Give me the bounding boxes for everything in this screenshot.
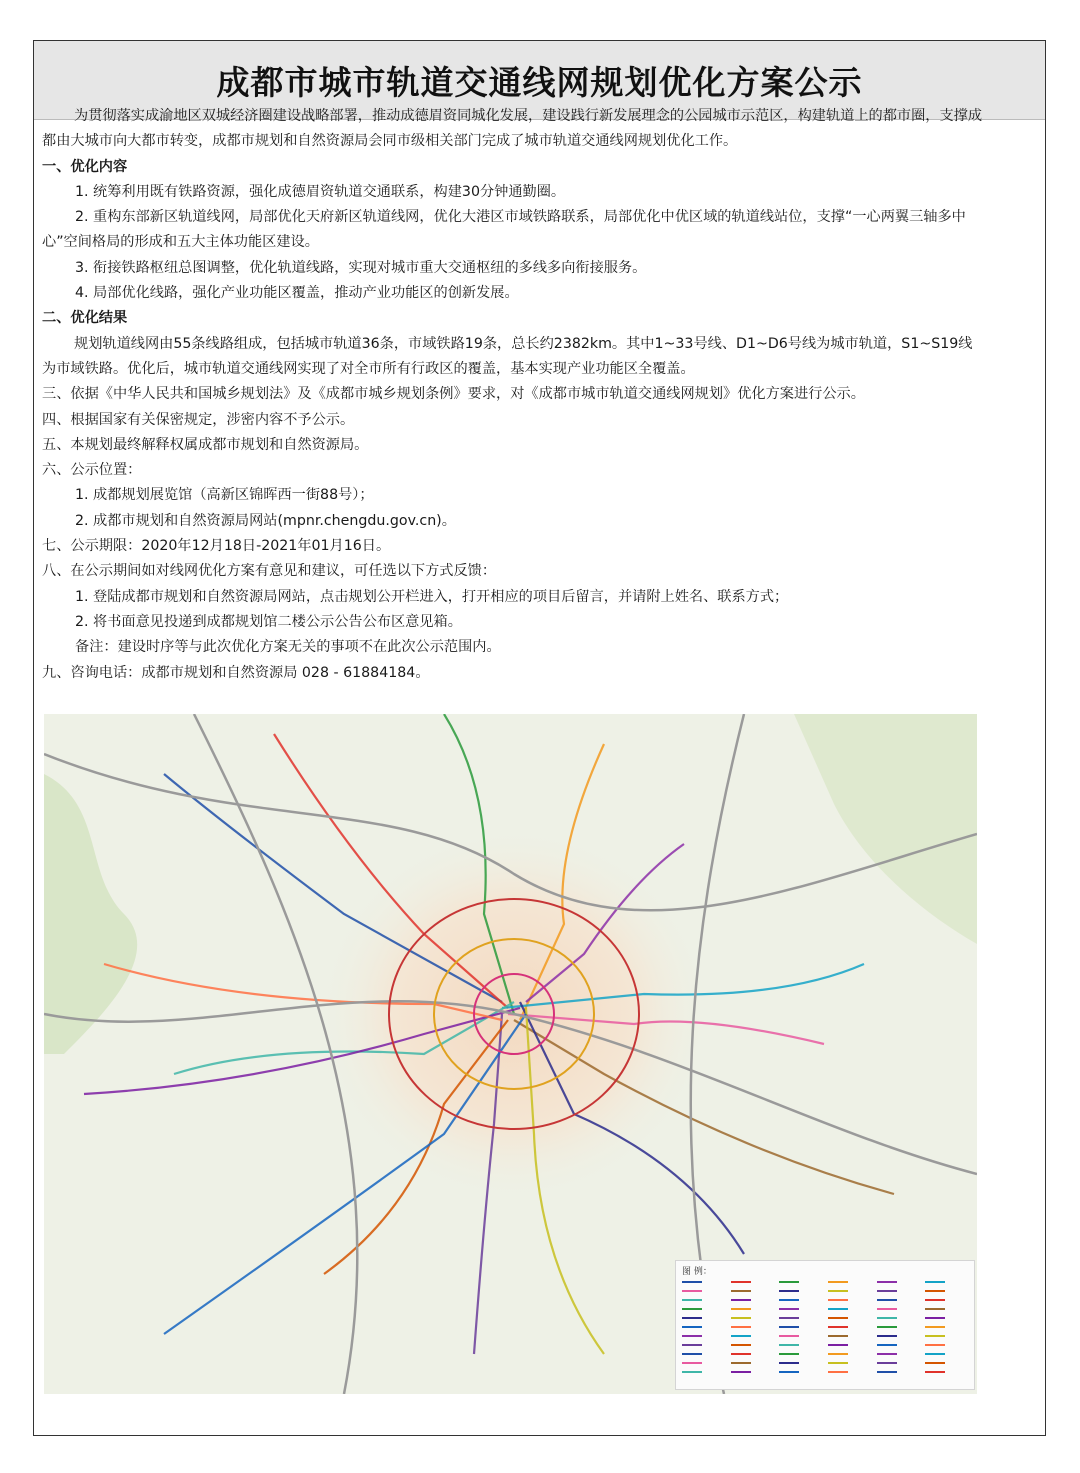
legend-item (828, 1358, 875, 1367)
legend-swatch (779, 1290, 799, 1292)
legend-item (682, 1277, 729, 1286)
legend-item (731, 1349, 778, 1358)
legend-item (877, 1313, 924, 1322)
legend-swatch (925, 1308, 945, 1310)
section6-item: 1. 成都规划展览馆（高新区锦晖西一街88号）； (75, 487, 374, 504)
legend-swatch (925, 1281, 945, 1283)
legend-item (828, 1367, 875, 1376)
legend-swatch (828, 1308, 848, 1310)
legend-swatch (779, 1317, 799, 1319)
legend-item (877, 1295, 924, 1304)
legend-swatch (682, 1362, 702, 1364)
legend-item (828, 1286, 875, 1295)
legend-item (877, 1277, 924, 1286)
legend-item (779, 1286, 826, 1295)
legend-item (779, 1340, 826, 1349)
legend-swatch (828, 1353, 848, 1355)
legend-item (682, 1340, 729, 1349)
legend-swatch (828, 1290, 848, 1292)
legend-swatch (731, 1362, 751, 1364)
legend-swatch (828, 1371, 848, 1373)
legend-item (925, 1349, 972, 1358)
legend-item (877, 1349, 924, 1358)
legend-item (682, 1367, 729, 1376)
legend-item (779, 1277, 826, 1286)
legend-swatch (877, 1353, 897, 1355)
legend-swatch (925, 1290, 945, 1292)
legend-swatch (925, 1362, 945, 1364)
legend-item (779, 1367, 826, 1376)
legend-item (682, 1358, 729, 1367)
legend-swatch (877, 1335, 897, 1337)
legend-swatch (877, 1290, 897, 1292)
legend-item (925, 1322, 972, 1331)
legend-item (828, 1277, 875, 1286)
legend-swatch (877, 1281, 897, 1283)
legend-item (731, 1367, 778, 1376)
legend-item (779, 1295, 826, 1304)
legend-swatch (877, 1308, 897, 1310)
legend-swatch (779, 1281, 799, 1283)
legend-swatch (925, 1317, 945, 1319)
section8-note: 备注：建设时序等与此次优化方案无关的事项不在此次公示范围内。 (75, 639, 501, 656)
notice-body (42, 104, 982, 686)
legend-swatch (779, 1335, 799, 1337)
legend-item (731, 1286, 778, 1295)
legend-item (925, 1340, 972, 1349)
legend-item (925, 1331, 972, 1340)
legend-item (925, 1358, 972, 1367)
legend-item (828, 1331, 875, 1340)
legend-item (731, 1340, 778, 1349)
legend-swatch (779, 1371, 799, 1373)
map-legend (675, 1260, 975, 1390)
legend-swatch (779, 1344, 799, 1346)
legend-item (682, 1286, 729, 1295)
legend-swatch (682, 1326, 702, 1328)
legend-item (828, 1295, 875, 1304)
section2-heading: 二、优化结果 (42, 310, 128, 327)
legend-swatch (682, 1290, 702, 1292)
legend-item (779, 1349, 826, 1358)
legend-item (731, 1358, 778, 1367)
legend-swatch (779, 1362, 799, 1364)
section5-text: 五、本规划最终解释权属成都市规划和自然资源局。 (42, 436, 369, 453)
legend-swatch (779, 1326, 799, 1328)
legend-item (682, 1304, 729, 1313)
section8-heading: 八、在公示期间如对线网优化方案有意见和建议，可任选以下方式反馈： (42, 563, 497, 580)
legend-item (877, 1304, 924, 1313)
legend-item (925, 1367, 972, 1376)
legend-swatch (731, 1317, 751, 1319)
section8-item: 1. 登陆成都市规划和自然资源局网站，点击规划公开栏进入，打开相应的项目后留言，并请附上姓名、联系方式； (75, 588, 789, 605)
section8-item: 2. 将书面意见投递到成都规划馆二楼公示公告公布区意见箱。 (75, 613, 462, 630)
page-title: 成都市城市轨道交通线网规划优化方案公示 (216, 62, 863, 102)
legend-swatch (828, 1326, 848, 1328)
legend-swatch (682, 1308, 702, 1310)
legend-swatch (828, 1281, 848, 1283)
legend-item (828, 1340, 875, 1349)
legend-item (682, 1313, 729, 1322)
legend-item (925, 1295, 972, 1304)
legend-swatch (682, 1371, 702, 1373)
legend-swatch (828, 1299, 848, 1301)
section9-text: 九、咨询电话：成都市规划和自然资源局 028 - 61884184。 (42, 664, 430, 681)
legend-swatch (731, 1299, 751, 1301)
section6-item: 2. 成都市规划和自然资源局网站(mpnr.chengdu.gov.cn)。 (75, 512, 456, 529)
legend-swatch (779, 1299, 799, 1301)
legend-item (682, 1322, 729, 1331)
legend-swatch (731, 1326, 751, 1328)
section7-text: 七、公示期限：2020年12月18日-2021年01月16日。 (42, 538, 391, 555)
section4-text: 四、根据国家有关保密规定，涉密内容不予公示。 (42, 411, 355, 428)
legend-item (779, 1304, 826, 1313)
legend-item (779, 1322, 826, 1331)
legend-item (828, 1349, 875, 1358)
legend-title: 图 例： (682, 1267, 712, 1277)
legend-swatch (828, 1335, 848, 1337)
legend-swatch (877, 1362, 897, 1364)
legend-swatch (925, 1344, 945, 1346)
legend-item (925, 1277, 972, 1286)
legend-item (925, 1304, 972, 1313)
legend-item (731, 1304, 778, 1313)
section1-heading: 一、优化内容 (42, 158, 128, 175)
legend-item (682, 1331, 729, 1340)
section1-item: 1. 统筹利用既有铁路资源，强化成德眉资轨道交通联系，构建30分钟通勤圈。 (75, 183, 566, 200)
legend-swatch (682, 1281, 702, 1283)
legend-swatch (731, 1353, 751, 1355)
section3-text: 三、依据《中华人民共和国城乡规划法》及《成都市城乡规划条例》要求，对《成都市城市轨道交通线网规划》优化方案进行公示。 (42, 386, 865, 403)
legend-item (925, 1313, 972, 1322)
section2-text: 规划轨道线网由55条线路组成，包括城市轨道36条，市域铁路19条，总长约2382km。其中1~33号线、D1~D6号线为城市轨道，S1~S19线为市域铁路。优化后，城市轨道交通线网实现了对全市所有行政区的覆盖，基本实现产业功能区全覆盖。 (42, 335, 973, 377)
legend-swatch (877, 1299, 897, 1301)
legend-swatch (925, 1335, 945, 1337)
legend-item (682, 1349, 729, 1358)
legend-item (877, 1340, 924, 1349)
legend-swatch (682, 1353, 702, 1355)
legend-swatch (828, 1317, 848, 1319)
legend-item (779, 1358, 826, 1367)
section1-item: 2. 重构东部新区轨道线网，局部优化天府新区轨道线网，优化大港区市域铁路联系，局部优化中优区域的轨道线站位，支撑“一心两翼三轴多中心”空间格局的形成和五大主体功能区建设。 (42, 209, 966, 251)
legend-swatch (925, 1371, 945, 1373)
legend-item (731, 1331, 778, 1340)
legend-swatch (731, 1371, 751, 1373)
legend-item (682, 1295, 729, 1304)
legend-item (779, 1313, 826, 1322)
legend-swatch (925, 1299, 945, 1301)
legend-item (877, 1286, 924, 1295)
legend-item (731, 1322, 778, 1331)
legend-swatch (779, 1353, 799, 1355)
legend-item (828, 1304, 875, 1313)
legend-swatch (682, 1317, 702, 1319)
intro-paragraph: 为贯彻落实成渝地区双城经济圈建设战略部署，推动成德眉资同城化发展，建设践行新发展理念的公园城市示范区，构建轨道上的都市圈，支撑成都由大城市向大都市转变，成都市规划和自然资源局会同市级相关部门完成了城市轨道交通线网规划优化工作。 (42, 108, 983, 150)
legend-swatch (828, 1344, 848, 1346)
legend-item (925, 1286, 972, 1295)
legend-swatch (731, 1344, 751, 1346)
legend-swatch (731, 1281, 751, 1283)
legend-swatch (682, 1344, 702, 1346)
legend-swatch (828, 1362, 848, 1364)
legend-swatch (731, 1290, 751, 1292)
legend-swatch (877, 1371, 897, 1373)
legend-swatch (925, 1326, 945, 1328)
section6-heading: 六、公示位置： (42, 462, 142, 479)
legend-swatch (877, 1344, 897, 1346)
legend-item (779, 1331, 826, 1340)
legend-item (877, 1331, 924, 1340)
legend-item (731, 1313, 778, 1322)
legend-swatch (682, 1299, 702, 1301)
section1-item: 3. 衔接铁路枢纽总图调整，优化轨道线路，实现对城市重大交通枢纽的多线多向衔接服务。 (75, 259, 647, 276)
rail-network-map (44, 714, 977, 1394)
legend-swatch (779, 1308, 799, 1310)
legend-item (877, 1322, 924, 1331)
legend-item (877, 1358, 924, 1367)
legend-item (877, 1367, 924, 1376)
legend-grid (682, 1277, 972, 1387)
legend-item (828, 1322, 875, 1331)
legend-swatch (925, 1353, 945, 1355)
legend-item (731, 1277, 778, 1286)
legend-item (828, 1313, 875, 1322)
legend-swatch (877, 1326, 897, 1328)
legend-swatch (682, 1335, 702, 1337)
legend-swatch (731, 1335, 751, 1337)
legend-swatch (877, 1317, 897, 1319)
legend-swatch (731, 1308, 751, 1310)
section1-item: 4. 局部优化线路，强化产业功能区覆盖，推动产业功能区的创新发展。 (75, 285, 519, 302)
legend-item (731, 1295, 778, 1304)
